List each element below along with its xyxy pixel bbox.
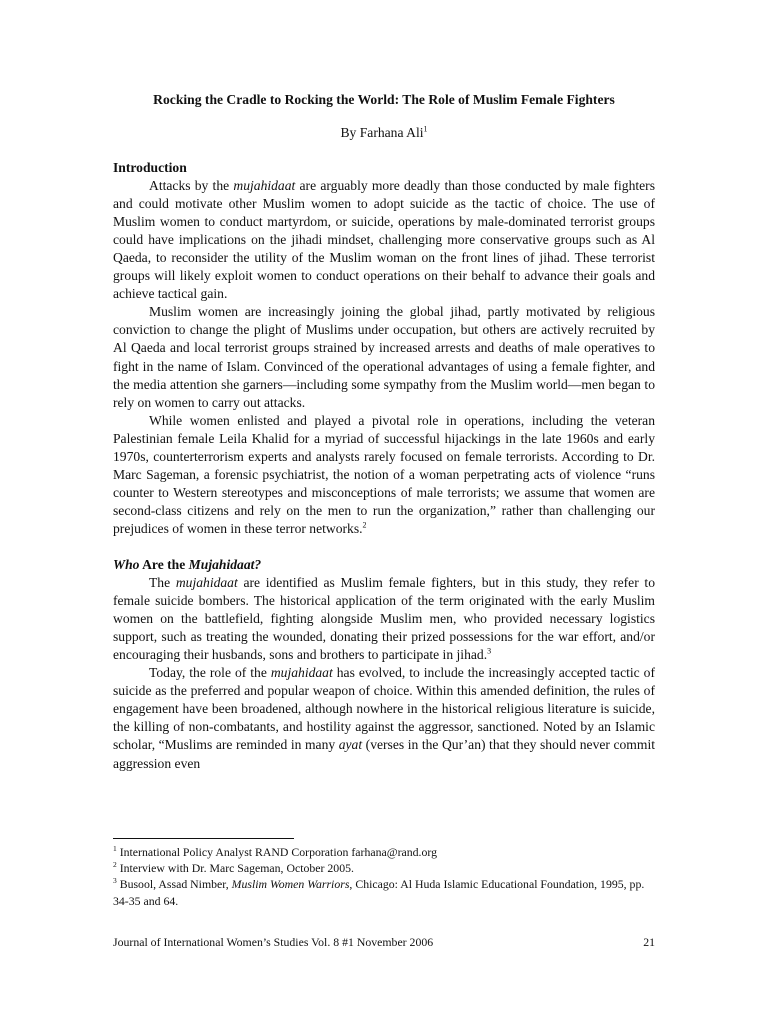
footnote-3 xyxy=(113,876,655,909)
intro-paragraph-3 xyxy=(113,412,655,538)
paper-title: Rocking the Cradle to Rocking the World: The Role of Muslim Female Fighters xyxy=(153,92,615,107)
italic-term: ayat xyxy=(338,737,363,753)
author-name: By Farhana Ali xyxy=(340,125,424,140)
italic-term: mujahidaat xyxy=(175,575,238,591)
footnote-2 xyxy=(113,860,655,877)
footnote-number: 3 xyxy=(113,876,117,886)
intro-paragraph-1 xyxy=(113,177,655,303)
footnote-italic-title: Muslim Women Warriors xyxy=(231,877,350,891)
footnote-text: , Chicago: Al Huda Islamic Educational Foundation, 1995, pp. 34-35 and 64. xyxy=(113,877,645,908)
footnote-ref-3[interactable]: 3 xyxy=(487,646,492,656)
footnote-1 xyxy=(113,844,655,861)
footnote-text: Busool, Assad Nimber, xyxy=(119,877,232,891)
section-heading-introduction: Introduction xyxy=(113,160,187,175)
heading-italic-part: Mujahidaat? xyxy=(188,556,262,572)
text-run: (verses in the Qur’an) that they should never commit aggression even xyxy=(113,737,656,771)
intro-paragraph-2: Muslim women are increasingly joining the global jihad, partly motivated by religious conviction to change the plight of Muslims under occupation, but others are actively recruited by Al Qaeda and local terrorist groups strained by increased arrests and deaths of male operatives to fight in the name of Islam. Convinced of the operational advantages of using a female fighter, and the media attention she garners—including some sympathy from the Muslim world—men began to rely on women to carry out attacks. xyxy=(113,304,655,410)
italic-term: mujahidaat xyxy=(270,665,333,681)
footnote-text: Interview with Dr. Marc Sageman, October 2005. xyxy=(119,861,354,875)
text-run: are arguably more deadly than those conducted by male fighters and could motivate other Muslim women to adopt suicide as the tactic of choice. The use of Muslim women to conduct martyrdom, or suicide, operations by male-dominated terrorist groups could have implications on the jihadi mindset, challenging more conservative groups such as Al Qaeda, to reconsider the utility of the Muslim woman on the front lines of jihad. These terrorist groups will likely exploit women to conduct operations on their behalf to advance their goals and achieve tactical gain. xyxy=(113,178,656,302)
author-byline xyxy=(113,124,655,142)
text-run: Attacks by the xyxy=(149,178,234,194)
section-heading-who xyxy=(113,556,655,574)
who-paragraph-1 xyxy=(113,574,655,664)
article-body xyxy=(113,159,655,773)
text-run: Today, the role of the xyxy=(149,665,271,681)
text-run: While women enlisted and played a pivotal role in operations, including the veteran Palestinian female Leila Khalid for a myriad of successful hijackings in the late 1960s and early 1970s, counterterrorism experts and analysts rarely focused on female terrorists. According to Dr. Marc Sageman, a forensic psychiatrist, the notion of a woman perpetrating acts of violence “runs counter to Western stereotypes and misconceptions of male terrorists; we assume that women are second-class citizens and rely on the men to run the organization,” rather than challenging our prejudices of women in these terror networks. xyxy=(113,412,655,536)
italic-term: mujahidaat xyxy=(233,178,296,194)
text-run: The xyxy=(149,575,176,591)
who-paragraph-2 xyxy=(113,664,655,772)
page-number: 21 xyxy=(643,935,655,949)
footnote-divider xyxy=(113,838,294,839)
footnote-number: 1 xyxy=(113,844,117,854)
heading-text-part: Are the xyxy=(139,556,189,572)
text-run: has evolved, to include the increasingly accepted tactic of suicide as the preferred and popular weapon of choice. Within this amended definition, the rules of engagement have been broadened, although nowhere in the historical religious literature is suicide, the killing of non-combatants, and hostility against the aggressor, sanctioned. Noted by an Islamic scholar, “Muslims are reminded in many xyxy=(113,665,655,753)
footnote-ref-1[interactable]: 1 xyxy=(423,124,428,134)
footnote-text: International Policy Analyst RAND Corporation farhana@rand.org xyxy=(119,845,437,859)
journal-citation: Journal of International Women’s Studies Vol. 8 #1 November 2006 xyxy=(113,935,434,949)
text-run: are identified as Muslim female fighters, but in this study, they refer to female suicide bombers. The historical application of the term originated with the early Muslim women on the battlefield, fighting alongside Muslim men, who provided necessary logistics support, such as treating the wounded, donating their prized possessions for the war effort, and/or encouraging their husbands, sons and brothers to participate in jihad. xyxy=(113,575,655,663)
footnote-ref-2[interactable]: 2 xyxy=(362,520,367,530)
footnote-number: 2 xyxy=(113,860,117,870)
heading-italic-part: Who xyxy=(113,556,140,572)
